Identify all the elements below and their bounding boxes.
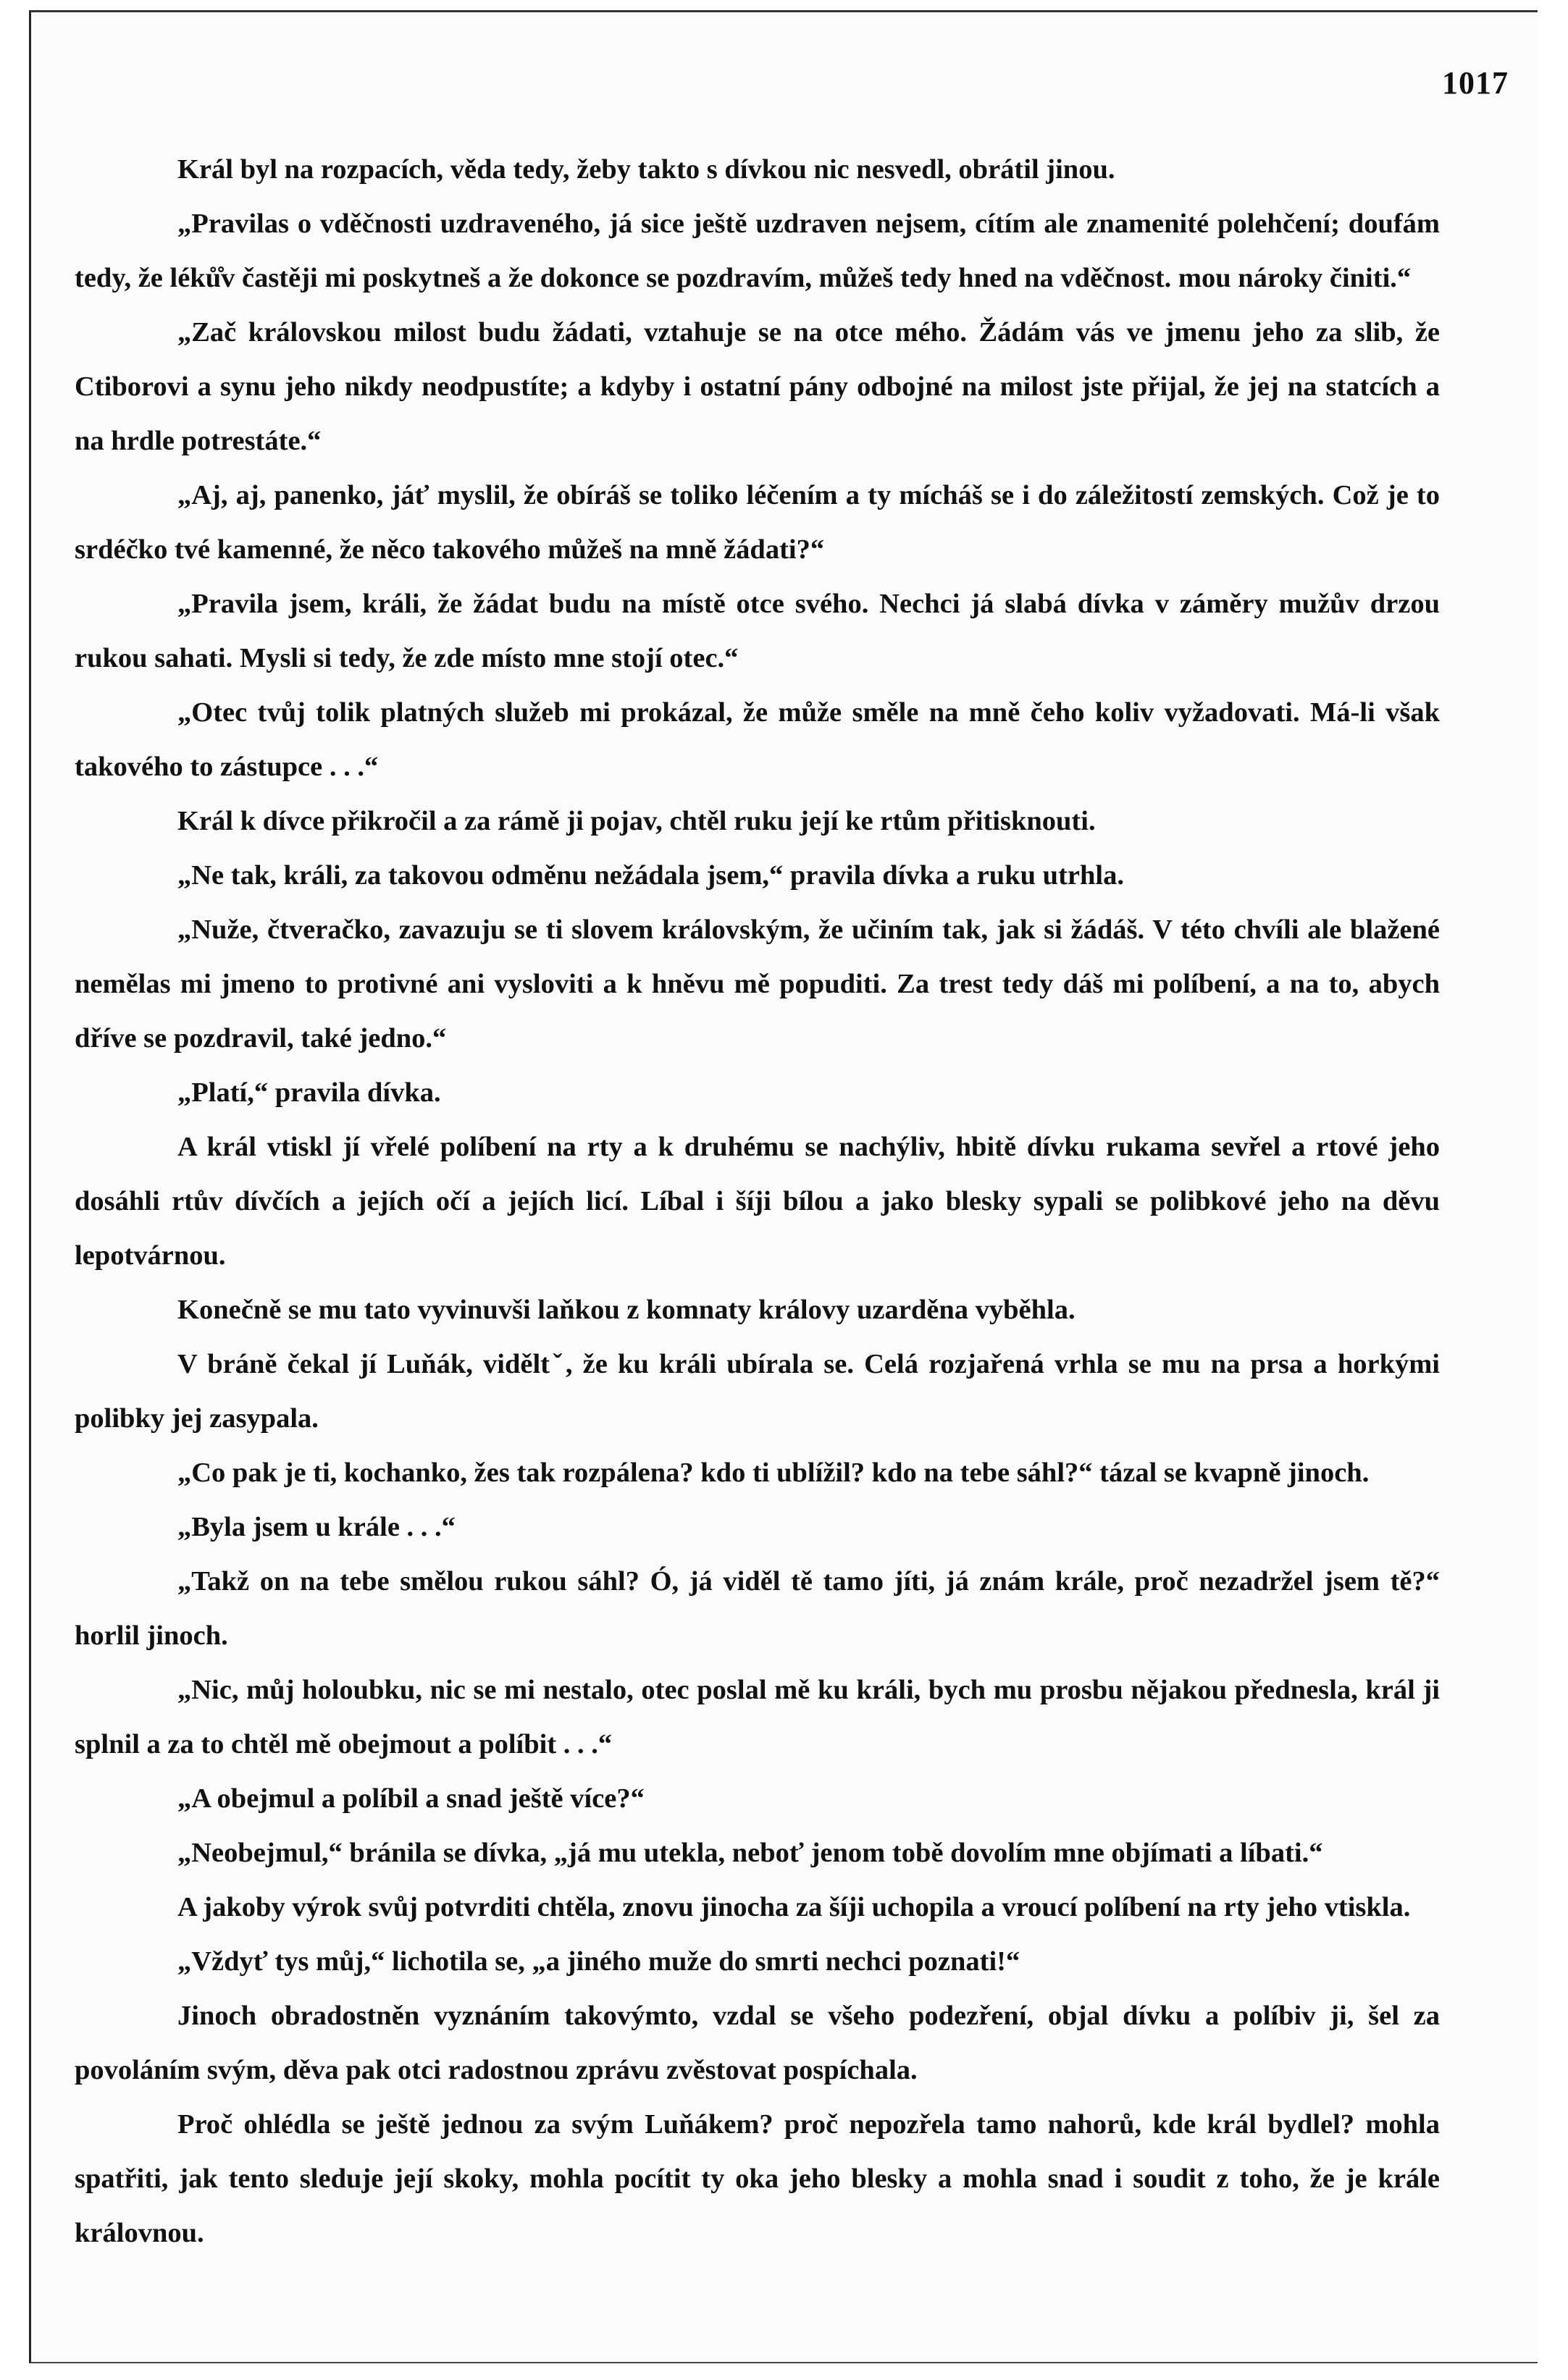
paragraph: A jakoby výrok svůj potvrditi chtěla, znovu jinocha za šíji uchopila a vroucí políbení na rty jeho vtiskla.: [177, 1892, 1411, 1922]
page-number: 1017: [1442, 65, 1509, 101]
paragraph: „Pravilas o vděčnosti uzdraveného, já sice ještě uzdraven nejsem, cítím ale znamenité polehčení; doufám tedy, že léků̊v častěji mi poskytneš a že dokonce se pozdravím, můžeš tedy hned na vděčnost. mou nároky činiti.“: [75, 209, 1440, 293]
paragraph: Jinoch obradostněn vyznáním takovýmto, vzdal se všeho podezření, objal dívku a políbiv ji, šel za povoláním svým, děva pak otci radostnou zprávu zvěstovat pospíchala.: [75, 2001, 1440, 2085]
paragraph: A král vtiskl jí vřelé políbení na rty a k druhému se nachýliv, hbitě dívku rukama sevřel a rtové jeho dosáhli rtův dívčích a jejích očí a jejích licí. Líbal i šíji bílou a jako blesky sypali se polibkové jeho na děvu lepotvárnou.: [75, 1132, 1440, 1271]
paragraph: „Byla jsem u krále . . .“: [177, 1512, 456, 1542]
paragraph: „Aj, aj, panenko, jáť myslil, že obíráš se toliko léčením a ty mícháš se i do záležitostí zemských. Což je to srdéčko tvé kamenné, že něco takového můžeš na mně žádati?“: [75, 480, 1440, 565]
paragraph: „Nuže, čtveračko, zavazuju se ti slovem královským, že učiním tak, jak si žádáš. V této chvíli ale blažené nemělas mi jmeno to protivné ani vysloviti a k hněvu mě popuditi. Za trest tedy dáš mi políbení, a na to, abych dříve se pozdravil, také jedno.“: [75, 914, 1440, 1054]
paragraph: „Nic, můj holoubku, nic se mi nestalo, otec poslal mě ku králi, bych mu prosbu nějakou přednesla, král ji splnil a za to chtěl mě obejmout a políbit . . .“: [75, 1675, 1440, 1759]
paragraph: „Ne tak, králi, za takovou odměnu nežádala jsem,“ pravila dívka a ruku utrhla.: [177, 860, 1124, 891]
paragraph: „Otec tvůj tolik platných služeb mi prokázal, že může směle na mně čeho koliv vyžadovati. Má-li však takového to zástupce . . .“: [75, 697, 1440, 782]
paragraph: „Co pak je ti, kochanko, žes tak rozpálena? kdo ti ublížil? kdo na tebe sáhl?“ tázal se kvapně jinoch.: [177, 1458, 1370, 1488]
paragraph: „Vždyť tys můj,“ lichotila se, „a jiného muže do smrti nechci poznati!“: [177, 1946, 1020, 1977]
paragraph: „Pravila jsem, králi, že žádat budu na místě otce svého. Nechci já slabá dívka v záměry mužův drzou rukou sahati. Mysli si tedy, že zde místo mne stojí otec.“: [75, 589, 1440, 673]
paragraph: Král k dívce přikročil a za rámě ji pojav, chtěl ruku její ke rtům přitisknouti.: [177, 806, 1096, 836]
paragraph: Král byl na rozpacích, věda tedy, žeby takto s dívkou nic nesvedl, obrátil jinou.: [177, 154, 1115, 185]
body-text: [75, 143, 1440, 2261]
paragraph: Konečně se mu tato vyvinuvši laňkou z komnaty královy uzarděna vyběhla.: [177, 1295, 1076, 1325]
paragraph: V bráně čekal jí Luňák, viděltˇ, že ku králi ubírala se. Celá rozjařená vrhla se mu na prsa a horkými polibky jej zasypala.: [75, 1349, 1440, 1434]
paragraph: „Zač královskou milost budu žádati, vztahuje se na otce mého. Žádám vás ve jmenu jeho za slib, že Ctiborovi a synu jeho nikdy neodpustíte; a kdyby i ostatní pány odbojné na milost jste přijal, že jej na statcích a na hrdle potrestáte.“: [75, 317, 1440, 456]
paragraph: Proč ohlédla se ještě jednou za svým Luňákem? proč nepozřela tamo nahorů, kde král bydlel? mohla spatřiti, jak tento sleduje její skoky, mohla pocítit ty oka jeho blesky a mohla snad i soudit z toho, že je krále královnou.: [75, 2109, 1440, 2248]
paragraph: „Neobejmul,“ bránila se dívka, „já mu utekla, neboť jenom tobě dovolím mne objímati a líbati.“: [177, 1838, 1323, 1868]
paragraph: „Platí,“ pravila dívka.: [177, 1077, 441, 1108]
paragraph: „Takž on na tebe smělou rukou sáhl? Ó, já viděl tě tamo jíti, já znám krále, proč nezadržel jsem tě?“ horlil jinoch.: [75, 1566, 1440, 1651]
book-page: [29, 10, 1538, 2363]
paragraph: „A obejmul a políbil a snad ještě více?“: [177, 1783, 645, 1814]
